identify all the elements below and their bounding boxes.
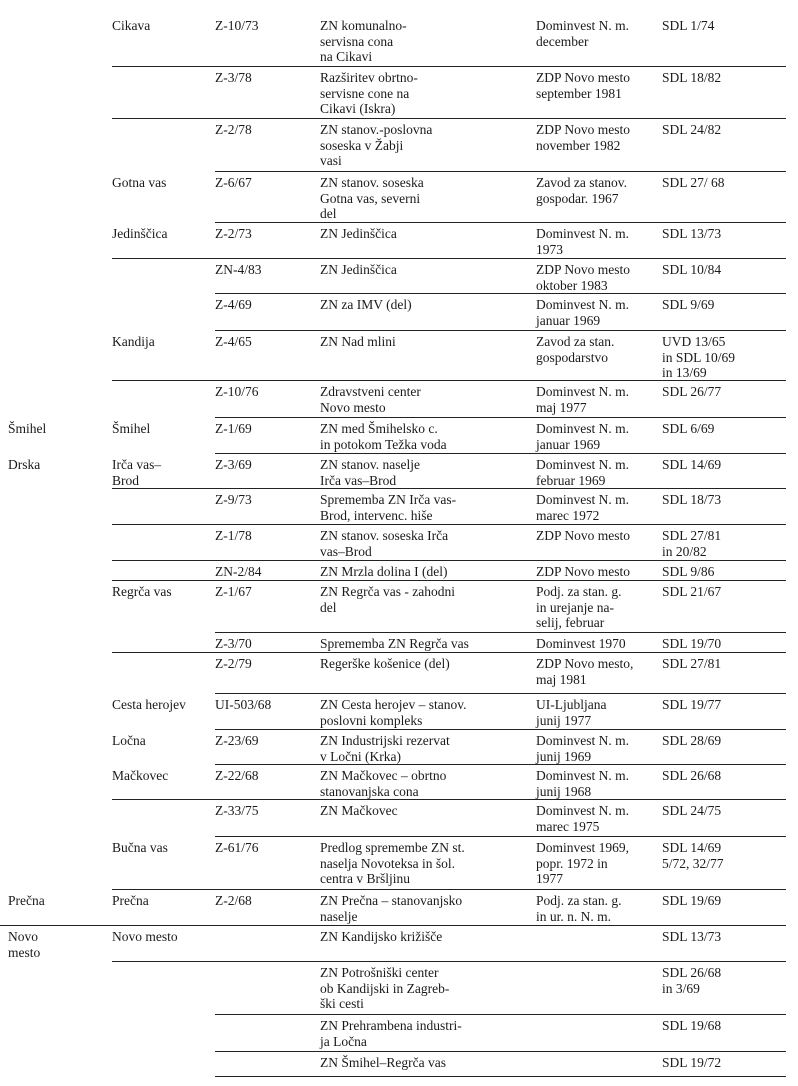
table-cell-c2: Z-2/78 — [215, 122, 252, 137]
table-cell-c1: Irča vas– Brod — [112, 457, 162, 488]
table-cell-c0: Drska — [8, 457, 41, 472]
table-cell-c3: ZN Jedinščica — [320, 226, 397, 241]
table-cell-c2: ZN-4/83 — [215, 262, 262, 277]
table-cell-c4: Dominvest N. m. maj 1977 — [536, 384, 629, 415]
table-cell-c3: Regerške košenice (del) — [320, 656, 450, 671]
table-cell-c2: Z-4/69 — [215, 297, 252, 312]
table-cell-c4: Dominvest N. m. junij 1969 — [536, 733, 629, 764]
table-cell-c5: SDL 14/69 — [662, 457, 722, 472]
row-separator — [215, 1014, 786, 1015]
table-cell-c3: ZN Nad mlini — [320, 334, 396, 349]
table-cell-c5: SDL 19/68 — [662, 1018, 722, 1033]
table-cell-c4: Dominvest N. m. februar 1969 — [536, 457, 629, 488]
table-cell-c0: Šmihel — [8, 421, 47, 436]
table-cell-c0: Novo mesto — [8, 929, 41, 960]
table-cell-c5: SDL 13/73 — [662, 226, 722, 241]
table-cell-c5: SDL 9/69 — [662, 297, 715, 312]
table-cell-c4: UI-Ljubljana junij 1977 — [536, 697, 607, 728]
row-separator — [215, 453, 786, 454]
row-separator — [215, 693, 786, 694]
table-cell-c2: Z-10/76 — [215, 384, 259, 399]
table-cell-c2: Z-3/69 — [215, 457, 252, 472]
table-cell-c2: ZN-2/84 — [215, 564, 262, 579]
table-cell-c1: Regrča vas — [112, 584, 172, 599]
table-cell-c0: Prečna — [8, 893, 45, 908]
row-separator — [215, 330, 786, 331]
table-cell-c1: Ločna — [112, 733, 146, 748]
table-cell-c3: Zdravstveni center Novo mesto — [320, 384, 421, 415]
table-cell-c2: Z-10/73 — [215, 18, 259, 33]
table-cell-c2: Z-2/73 — [215, 226, 252, 241]
table-cell-c3: Sprememba ZN Irča vas- Brod, intervenc. hiše — [320, 492, 457, 523]
table-cell-c5: SDL 24/75 — [662, 803, 722, 818]
row-separator — [215, 632, 786, 633]
table-cell-c4: Dominvest N. m. december — [536, 18, 629, 49]
table-cell-c1: Gotna vas — [112, 175, 167, 190]
table-cell-c3: ZN Regrča vas - zahodni del — [320, 584, 455, 615]
row-separator — [112, 799, 786, 800]
table-cell-c1: Šmihel — [112, 421, 151, 436]
table-cell-c2: Z-1/69 — [215, 421, 252, 436]
row-separator — [112, 66, 786, 67]
table-cell-c5: SDL 26/68 — [662, 768, 722, 783]
row-separator — [215, 836, 786, 837]
table-cell-c2: Z-22/68 — [215, 768, 259, 783]
table-cell-c3: ZN Industrijski rezervat v Ločni (Krka) — [320, 733, 450, 764]
table-cell-c2: Z-2/79 — [215, 656, 252, 671]
table-cell-c4: Dominvest N. m. junij 1968 — [536, 768, 629, 799]
table-cell-c3: ZN Cesta herojev – stanov. poslovni kompleks — [320, 697, 467, 728]
table-cell-c5: SDL 19/70 — [662, 636, 722, 651]
table-cell-c5: SDL 13/73 — [662, 929, 722, 944]
table-cell-c1: Mačkovec — [112, 768, 169, 783]
table-cell-c2: Z-4/65 — [215, 334, 252, 349]
row-separator — [112, 961, 786, 962]
table-cell-c5: SDL 27/81 in 20/82 — [662, 528, 722, 559]
row-separator — [112, 380, 786, 381]
table-cell-c3: ZN za IMV (del) — [320, 297, 412, 312]
row-separator — [112, 580, 786, 581]
table-cell-c5: SDL 14/69 5/72, 32/77 — [662, 840, 724, 871]
table-cell-c2: Z-6/67 — [215, 175, 252, 190]
table-cell-c5: UVD 13/65 in SDL 10/69 in 13/69 — [662, 334, 736, 380]
table-cell-c5: SDL 21/67 — [662, 584, 722, 599]
row-separator — [112, 560, 786, 561]
table-cell-c5: SDL 27/ 68 — [662, 175, 725, 190]
row-separator — [0, 925, 786, 926]
table-cell-c1: Jedinščica — [112, 226, 168, 241]
table-cell-c2: Z-33/75 — [215, 803, 259, 818]
table-cell-c4: Dominvest N. m. marec 1975 — [536, 803, 629, 834]
table-cell-c5: SDL 19/77 — [662, 697, 722, 712]
table-cell-c5: SDL 26/77 — [662, 384, 722, 399]
table-cell-c4: ZDP Novo mesto september 1981 — [536, 70, 630, 101]
table-cell-c3: ZN stanov.-poslovna soseska v Žabji vasi — [320, 122, 433, 168]
table-cell-c1: Kandija — [112, 334, 155, 349]
table-cell-c5: SDL 6/69 — [662, 421, 715, 436]
table-cell-c2: Z-1/78 — [215, 528, 252, 543]
row-separator — [112, 652, 786, 653]
table-cell-c3: ZN Mrzla dolina I (del) — [320, 564, 448, 579]
row-separator — [215, 729, 786, 730]
table-cell-c2: UI-503/68 — [215, 697, 272, 712]
table-cell-c3: ZN Mačkovec — [320, 803, 398, 818]
table-cell-c5: SDL 28/69 — [662, 733, 722, 748]
table-cell-c3: ZN stanov. soseska Irča vas–Brod — [320, 528, 449, 559]
table-cell-c2: Z-9/73 — [215, 492, 252, 507]
row-separator — [215, 1051, 786, 1052]
table-cell-c3: ZN Jedinščica — [320, 262, 397, 277]
table-cell-c3: Predlog spremembe ZN st. naselja Novoteksa in šol. centra v Bršljinu — [320, 840, 465, 886]
table-cell-c4: ZDP Novo mesto oktober 1983 — [536, 262, 630, 293]
table-cell-c5: SDL 26/68 in 3/69 — [662, 965, 722, 996]
table-cell-c3: Sprememba ZN Regrča vas — [320, 636, 469, 651]
row-separator — [215, 1076, 786, 1077]
table-cell-c2: Z-3/78 — [215, 70, 252, 85]
table-cell-c3: ZN Mačkovec – obrtno stanovanjska cona — [320, 768, 447, 799]
table-cell-c4: ZDP Novo mesto — [536, 564, 630, 579]
row-separator — [215, 171, 786, 172]
row-separator — [112, 488, 786, 489]
table-cell-c5: SDL 9/86 — [662, 564, 715, 579]
table-cell-c4: Dominvest 1969, popr. 1972 in 1977 — [536, 840, 629, 886]
row-separator — [215, 222, 786, 223]
table-cell-c4: ZDP Novo mesto november 1982 — [536, 122, 630, 153]
table-cell-c4: Podj. za stan. g. in ur. n. N. m. — [536, 893, 622, 924]
table-cell-c5: SDL 18/73 — [662, 492, 722, 507]
table-cell-c4: Zavod za stanov. gospodar. 1967 — [536, 175, 627, 206]
table-cell-c3: Razširitev obrtno- servisne cone na Cikavi (Iskra) — [320, 70, 418, 116]
table-cell-c5: SDL 24/82 — [662, 122, 722, 137]
table-cell-c3: ZN Kandijsko križišče — [320, 929, 443, 944]
row-separator — [215, 417, 786, 418]
table-cell-c4: ZDP Novo mesto — [536, 528, 630, 543]
table-cell-c3: ZN Prehrambena industri- ja Ločna — [320, 1018, 462, 1049]
table-cell-c1: Cesta herojev — [112, 697, 186, 712]
table-cell-c2: Z-61/76 — [215, 840, 259, 855]
table-cell-c3: ZN Potrošniški center ob Kandijski in Zagreb- ški cesti — [320, 965, 450, 1011]
table-cell-c4: ZDP Novo mesto, maj 1981 — [536, 656, 634, 687]
row-separator — [112, 118, 786, 119]
table-cell-c2: Z-3/70 — [215, 636, 252, 651]
table-cell-c5: SDL 18/82 — [662, 70, 722, 85]
row-separator — [215, 764, 786, 765]
table-cell-c2: Z-1/67 — [215, 584, 252, 599]
table-cell-c5: SDL 1/74 — [662, 18, 715, 33]
table-cell-c5: SDL 10/84 — [662, 262, 722, 277]
table-cell-c1: Prečna — [112, 893, 149, 908]
table-cell-c4: Podj. za stan. g. in urejanje na- selij, februar — [536, 584, 622, 630]
table-cell-c4: Dominvest 1970 — [536, 636, 626, 651]
table-cell-c1: Cikava — [112, 18, 151, 33]
table-cell-c3: ZN komunalno- servisna cona na Cikavi — [320, 18, 407, 64]
table-cell-c4: Dominvest N. m. januar 1969 — [536, 421, 629, 452]
table-cell-c3: ZN stanov. soseska Gotna vas, severni del — [320, 175, 424, 221]
table-cell-c2: Z-2/68 — [215, 893, 252, 908]
table-cell-c1: Bučna vas — [112, 840, 168, 855]
table-cell-c3: ZN med Šmihelsko c. in potokom Težka voda — [320, 421, 447, 452]
row-separator — [112, 524, 786, 525]
table-cell-c4: Zavod za stan. gospodarstvo — [536, 334, 615, 365]
table-cell-c3: ZN Šmihel–Regrča vas — [320, 1055, 446, 1070]
table-cell-c3: ZN stanov. naselje Irča vas–Brod — [320, 457, 420, 488]
table-cell-c4: Dominvest N. m. 1973 — [536, 226, 629, 257]
table-cell-c4: Dominvest N. m. marec 1972 — [536, 492, 629, 523]
table-cell-c2: Z-23/69 — [215, 733, 259, 748]
row-separator — [215, 293, 786, 294]
table-cell-c3: ZN Prečna – stanovanjsko naselje — [320, 893, 463, 924]
table-cell-c5: SDL 19/69 — [662, 893, 722, 908]
table-cell-c1: Novo mesto — [112, 929, 178, 944]
table-cell-c5: SDL 27/81 — [662, 656, 722, 671]
row-separator — [112, 889, 786, 890]
row-separator — [112, 258, 786, 259]
table-cell-c4: Dominvest N. m. januar 1969 — [536, 297, 629, 328]
table-cell-c5: SDL 19/72 — [662, 1055, 722, 1070]
